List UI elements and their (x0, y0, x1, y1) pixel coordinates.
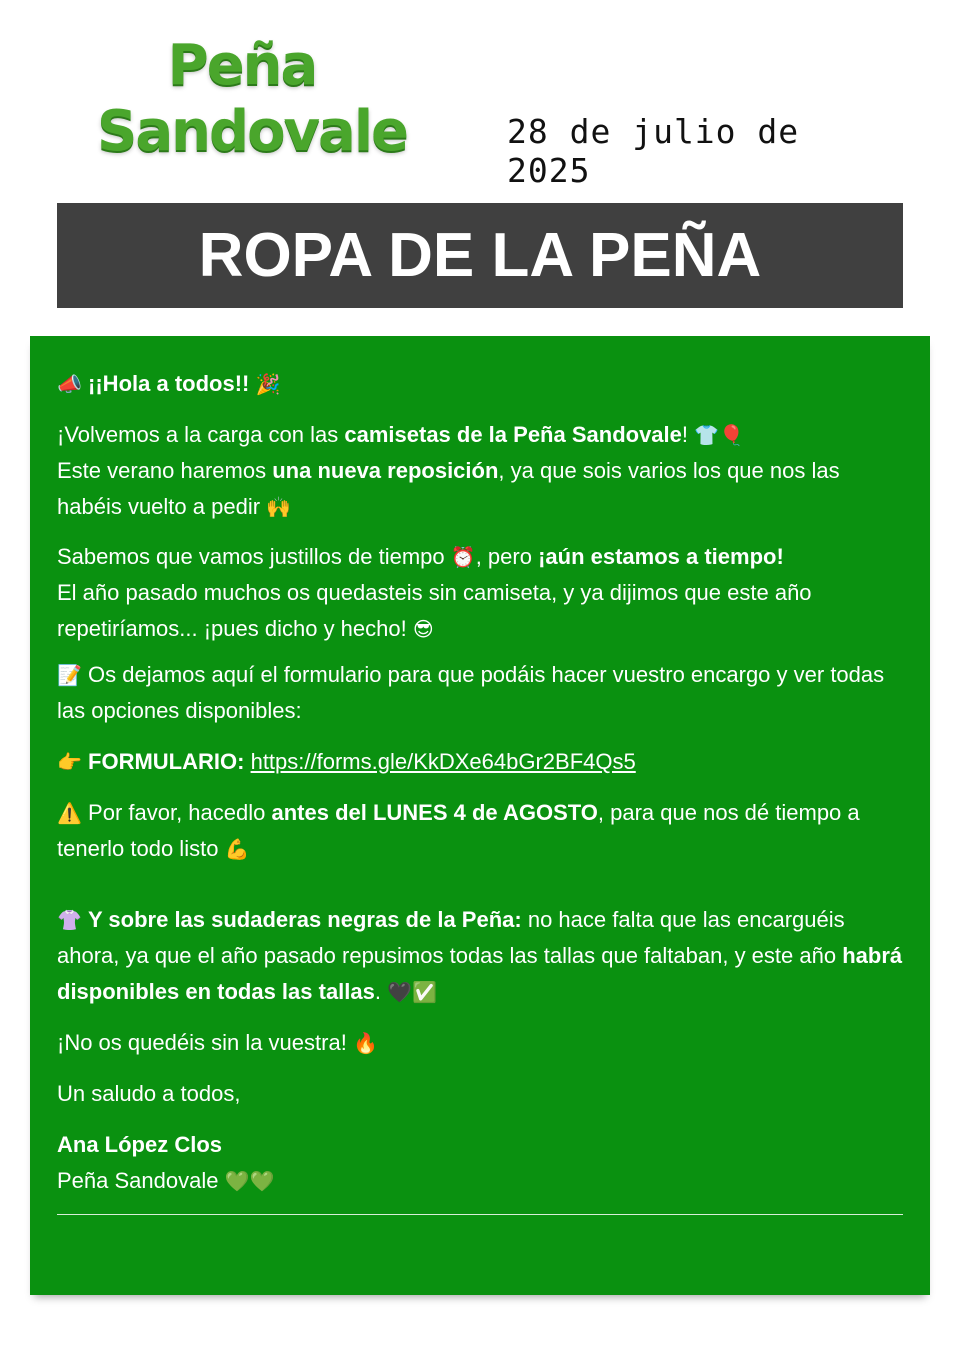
logo-line-2: Sandovale (97, 99, 408, 164)
p1-bold-e: una nueva reposición (272, 458, 499, 483)
form-link[interactable]: https://forms.gle/KkDXe64bGr2BF4Qs5 (250, 749, 636, 774)
pena-sandovale-logo (97, 32, 408, 168)
greeting (57, 366, 907, 402)
hoodies-text-d: . (374, 979, 381, 1004)
paragraph-tshirts (57, 417, 907, 525)
hoodies-paragraph (57, 902, 907, 1010)
message-panel (30, 336, 930, 1295)
p2-text-d: El año pasado muchos os quedasteis sin camiseta, y ya dijimos que este año repetiríamos... ¡pues dicho y hecho! (57, 580, 812, 641)
blouse-icon: 👚 (57, 908, 82, 932)
warning-icon: ⚠️ (57, 801, 82, 825)
form-line (57, 744, 907, 780)
raised-hands-icon: 🙌 (266, 495, 292, 519)
deadline-paragraph (57, 795, 907, 867)
logo-line-1: Peña (167, 33, 317, 98)
p3-text: Os dejamos aquí el formulario para que podáis hacer vuestro encargo y ver todas las opciones disponibles: (57, 662, 885, 723)
deadline-text-c: , para que nos dé tiempo a tenerlo todo listo (57, 800, 860, 861)
p2-text-b: , pero (475, 544, 539, 569)
p1-text-a: ¡Volvemos a la carga con las (57, 422, 345, 447)
closing-line (57, 1025, 907, 1061)
alarm-clock-icon: ⏰ (450, 545, 476, 569)
p1-bold-b: camisetas de la Peña Sandovale (344, 422, 682, 447)
p2-bold-c: ¡aún estamos a tiempo! (538, 544, 784, 569)
signature (57, 1127, 907, 1199)
form-label: FORMULARIO: (88, 749, 245, 774)
p2-text-a: Sabemos que vamos justillos de tiempo (57, 544, 445, 569)
p1-text-c: ! (681, 422, 689, 447)
newsletter-date: 28 de julio de 2025 (507, 112, 800, 190)
signature-org: Peña Sandovale (57, 1168, 219, 1193)
memo-icon: 📝 (57, 663, 82, 687)
pointing-hand-icon: 👉 (57, 750, 82, 774)
regards-line: Un saludo a todos, (57, 1081, 241, 1106)
megaphone-icon: 📣 (57, 372, 82, 396)
header (57, 28, 903, 190)
p1-text-d: Este verano haremos (57, 458, 273, 483)
paragraph-time (57, 539, 907, 647)
title-banner (57, 203, 903, 308)
hoodies-bold-c: habrá disponibles en todas las tallas (57, 943, 903, 1004)
divider (57, 1214, 903, 1215)
hoodies-bold-a: Y sobre las sudaderas negras de la Peña: (88, 907, 522, 932)
closing-text: ¡No os quedéis sin la vuestra! (57, 1030, 347, 1055)
green-hearts-icon: 💚💚 (224, 1169, 275, 1193)
paragraph-form-intro (57, 657, 907, 729)
page-title: ROPA DE LA PEÑA (198, 221, 762, 290)
tshirt-balloon-icon: 👕🎈 (694, 423, 744, 447)
fire-icon: 🔥 (352, 1031, 378, 1055)
message-body (57, 366, 907, 1199)
sunglasses-icon: 😎 (412, 617, 434, 641)
black-heart-check-icon: 🖤✅ (387, 980, 437, 1004)
deadline-text-a: Por favor, hacedlo (88, 800, 272, 825)
p1-text-f: , ya que sois varios los que nos las habéis vuelto a pedir (57, 458, 840, 519)
hoodies-text-b: no hace falta que las encarguéis ahora, ya que el año pasado repusimos todas las tallas que faltaban, y este año (57, 907, 845, 968)
greeting-text: ¡¡Hola a todos!! (88, 371, 250, 396)
signature-name: Ana López Clos (57, 1132, 223, 1157)
deadline-bold-b: antes del LUNES 4 de AGOSTO (271, 800, 598, 825)
party-popper-icon: 🎉 (255, 372, 281, 396)
flexed-biceps-icon: 💪 (224, 837, 250, 861)
